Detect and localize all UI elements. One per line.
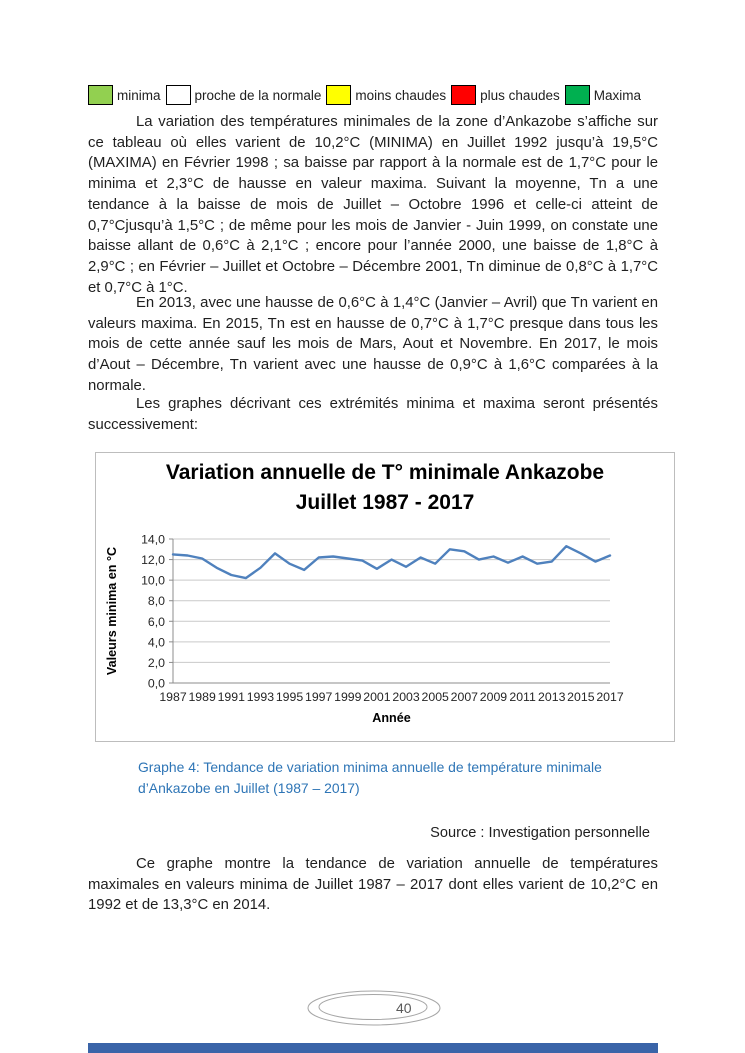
chart-title-line1: Variation annuelle de T° minimale Ankazobe	[165, 461, 605, 484]
svg-text:Année: Année	[372, 711, 411, 725]
svg-text:2005: 2005	[421, 690, 449, 704]
legend-label: Maxima	[593, 87, 641, 103]
svg-text:2017: 2017	[596, 690, 624, 704]
svg-text:Valeurs minima en °C: Valeurs minima en °C	[105, 546, 119, 676]
svg-text:10,0: 10,0	[141, 573, 165, 588]
moins-chaudes-color-swatch	[326, 85, 351, 105]
svg-text:1991: 1991	[217, 690, 245, 704]
legend-label: proche de la normale	[194, 87, 322, 103]
source-note: Source : Investigation personnelle	[430, 825, 650, 841]
svg-text:1997: 1997	[304, 690, 333, 704]
svg-text:12,0: 12,0	[141, 553, 165, 568]
paragraph-conclusion: Ce graphe montre la tendance de variation annuelle de températures maximales en valeurs minima de Juillet 1987 – 2017 dont elles varient de 10,2°C en 1992 et de 13,3°C en 2014.	[88, 856, 658, 914]
svg-text:2007: 2007	[450, 690, 479, 704]
paragraph-2013-2017: En 2013, avec une hausse de 0,6°C à 1,4°C (Janvier – Avril) que Tn varient en valeurs maxima. En 2015, Tn est en hausse de 0,7°C à 1,7°C presque dans tous les mois de cette année sauf les mois de Mars, Aout et Novembre. En 2017, le mois d’Aout – Décembre, Tn varient avec une hausse de 0,9°C à 1,6°C comparées à la normale.	[88, 295, 658, 394]
maxima-color-swatch	[565, 85, 590, 105]
color-legend	[88, 85, 641, 105]
svg-text:1999: 1999	[334, 690, 362, 704]
footer-blue-bar	[88, 1043, 658, 1053]
svg-text:1993: 1993	[246, 690, 275, 704]
plus-chaudes-color-swatch	[451, 85, 476, 105]
legend-label: minima	[117, 87, 161, 103]
svg-text:8,0: 8,0	[147, 594, 165, 609]
legend-item-moins-chaudes	[326, 85, 446, 105]
svg-text:2003: 2003	[392, 690, 420, 704]
svg-text:2,0: 2,0	[147, 655, 165, 670]
normale-color-swatch	[166, 85, 191, 105]
svg-text:1995: 1995	[275, 690, 304, 704]
page-number-ornament	[304, 986, 449, 1032]
legend-item-minima	[88, 85, 161, 105]
legend-label: moins chaudes	[355, 87, 447, 103]
svg-text:6,0: 6,0	[147, 614, 165, 629]
svg-text:0,0: 0,0	[147, 676, 165, 691]
page-number: 40	[396, 1000, 412, 1016]
svg-text:2001: 2001	[363, 690, 391, 704]
svg-text:14,0: 14,0	[141, 532, 165, 547]
svg-text:1989: 1989	[188, 690, 216, 704]
paragraph-graphes-intro: Les graphes décrivant ces extrémités minima et maxima seront présentés successivement:	[88, 396, 658, 433]
svg-text:2013: 2013	[538, 690, 566, 704]
minima-color-swatch	[88, 85, 113, 105]
svg-text:2009: 2009	[479, 690, 508, 704]
chart-plot-area	[96, 523, 674, 728]
svg-text:1987: 1987	[159, 690, 187, 704]
graph-caption: Graphe 4: Tendance de variation minima annuelle de température minimale d’Ankazobe en Juillet (1987 – 2017)	[138, 759, 602, 796]
line-chart	[95, 452, 675, 742]
chart-title-line2: Juillet 1987 - 2017	[295, 491, 475, 514]
legend-item-maxima	[565, 85, 641, 105]
paragraph-variation-temperatures: La variation des températures minimales de la zone d’Ankazobe s’affiche sur ce tableau où elles varient de 10,2°C (MINIMA) en Juillet 1992 jusqu’à 19,5°C (MAXIMA) en Février 1998 ; sa baisse par rapport à la normale est de 1,7°C pour le minima et 2,3°C de hausse en valeur maxima. Suivant la moyenne, Tn a une tendance à la baisse de mois de Juillet – Octobre 1996 et celle-ci atteint de 0,7°Cjusqu’à 1,5°C ; de même pour les mois de Janvier - Juin 1999, on constate une baisse allant de 0,6°C à 2,1°C ; encore pour l’année 2000, une baisse de 1,8°C à 2,9°C ; en Février – Juillet et Octobre – Décembre 2001, Tn diminue de 0,8°C à 1,7°C et 0,7°C à 1°C.	[88, 114, 658, 296]
svg-text:4,0: 4,0	[147, 635, 165, 650]
legend-item-proche-normale	[166, 85, 322, 105]
svg-text:2011: 2011	[509, 690, 536, 704]
svg-text:2015: 2015	[567, 690, 595, 704]
legend-item-plus-chaudes	[451, 85, 560, 105]
legend-label: plus chaudes	[480, 87, 560, 103]
